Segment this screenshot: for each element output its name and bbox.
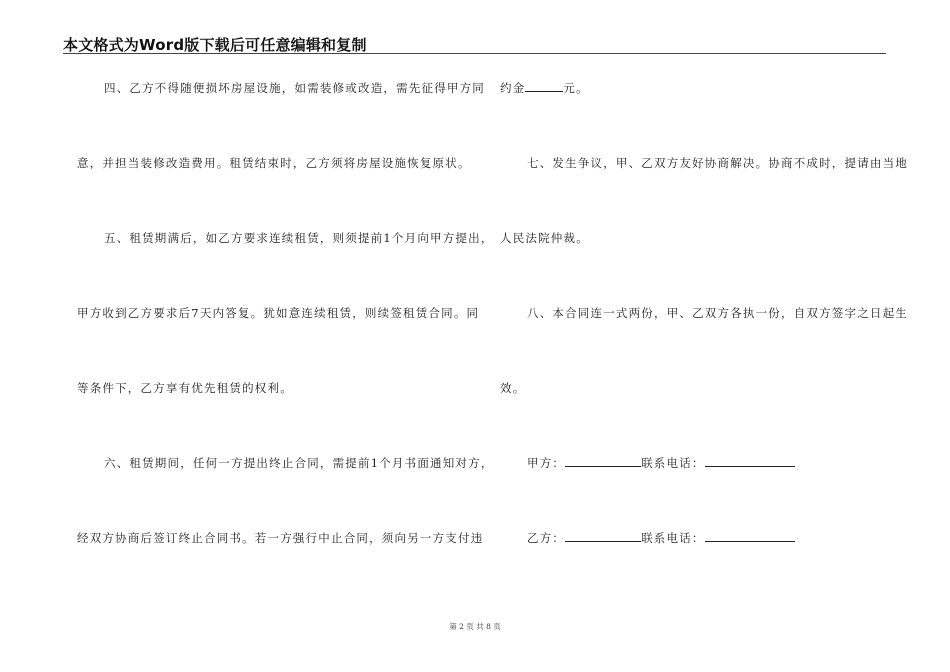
clause-4-line-2: 意，并担当装修改造费用。租赁结束时，乙方须将房屋设施恢复原状。 [77,156,471,170]
header-divider [63,53,886,54]
party-a-phone-label: 联系电话： [641,456,705,470]
party-a-name-blank [565,455,641,467]
clause-6-line-2: 经双方协商后签订终止合同书。若一方强行中止合同，须向另一方支付违 [77,531,484,545]
penalty-prefix: 约金 [500,81,526,95]
clause-4-line-1: 四、乙方不得随便损坏房屋设施，如需装修或改造，需先征得甲方同 [104,81,485,95]
clause-5-line-2: 甲方收到乙方要求后7天内答复。犹如意连续租赁，则续签租赁合同。同 [77,306,480,320]
clause-5-line-1: 五、租赁期满后，如乙方要求连续租赁，则须提前1个月向甲方提出， [104,231,494,245]
clause-8-line-2: 效。 [500,381,526,395]
clause-5-line-3: 等条件下，乙方享有优先租赁的权利。 [77,381,293,395]
party-b-phone-label: 联系电话： [641,531,705,545]
party-b-signature-line [527,530,795,546]
party-b-name-blank [565,530,641,542]
party-a-signature-line [527,455,795,471]
document-header: 本文格式为Word版下载后可任意编辑和复制 [63,36,367,54]
party-a-label: 甲方： [527,456,566,470]
penalty-suffix: 元。 [563,81,589,95]
clause-8-line-1: 八、本合同连一式两份，甲、乙双方各执一份，自双方签字之日起生 [527,306,908,320]
party-b-label: 乙方： [527,531,566,545]
party-b-phone-blank [705,530,795,542]
clause-6-line-1: 六、租赁期间，任何一方提出终止合同，需提前1个月书面通知对方， [104,456,494,470]
penalty-amount-blank [525,80,563,92]
clause-7-line-1: 七、发生争议，甲、乙双方友好协商解决。协商不成时，提请由当地 [527,156,908,170]
clause-6-line-3 [500,80,589,96]
page-number: 第 2 页 共 8 页 [449,622,501,631]
clause-7-line-2: 人民法院仲裁。 [500,231,589,245]
party-a-phone-blank [705,455,795,467]
